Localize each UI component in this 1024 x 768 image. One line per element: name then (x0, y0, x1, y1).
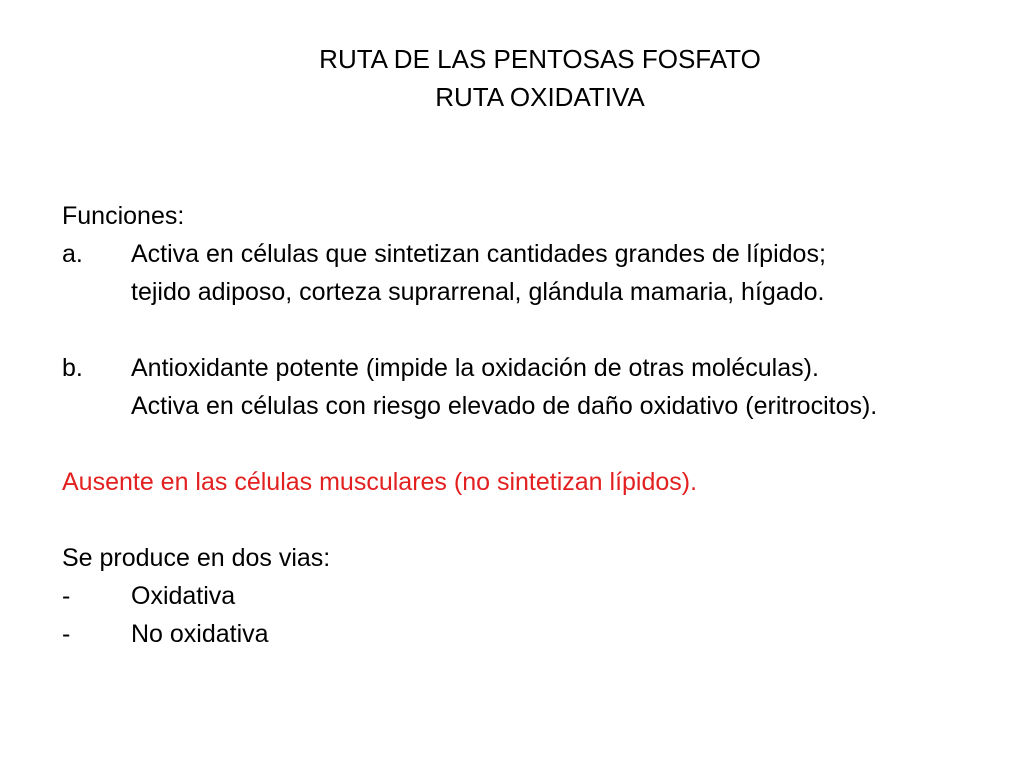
via-label: Oxidativa (131, 582, 236, 610)
list-item-b-line-2: Activa en células con riesgo elevado de daño oxidativo (eritrocitos). (131, 392, 878, 420)
spacer (62, 501, 1002, 539)
via-marker: - (62, 582, 71, 610)
slide-title (180, 40, 900, 116)
list-item-b-continuation (62, 387, 1002, 425)
list-item-a-line-2: tejido adiposo, corteza suprarrenal, glándula mamaria, hígado. (131, 278, 825, 306)
title-line-1: RUTA DE LAS PENTOSAS FOSFATO (319, 44, 761, 74)
list-marker-b: b. (62, 354, 83, 382)
via-label: No oxidativa (131, 620, 269, 648)
list-marker-spacer (62, 273, 131, 311)
list-item-a-continuation (62, 273, 1002, 311)
list-item-b (62, 349, 1002, 387)
via-item-oxidativa (62, 577, 1002, 615)
slide-body (62, 197, 1002, 653)
title-line-2: RUTA OXIDATIVA (435, 82, 645, 112)
list-item-b-line-1: Antioxidante potente (impide la oxidación de otras moléculas). (131, 354, 819, 382)
funciones-heading: Funciones: (62, 202, 185, 230)
spacer (62, 425, 1002, 463)
list-item-a (62, 235, 1002, 273)
via-marker: - (62, 620, 71, 648)
list-marker-a: a. (62, 240, 83, 268)
list-marker-spacer (62, 387, 131, 425)
list-item-a-line-1: Activa en células que sintetizan cantidades grandes de lípidos; (131, 240, 826, 268)
via-item-no-oxidativa (62, 615, 1002, 653)
spacer (62, 311, 1002, 349)
vias-heading: Se produce en dos vias: (62, 544, 331, 572)
highlight-text: Ausente en las células musculares (no sintetizan lípidos). (62, 468, 698, 496)
